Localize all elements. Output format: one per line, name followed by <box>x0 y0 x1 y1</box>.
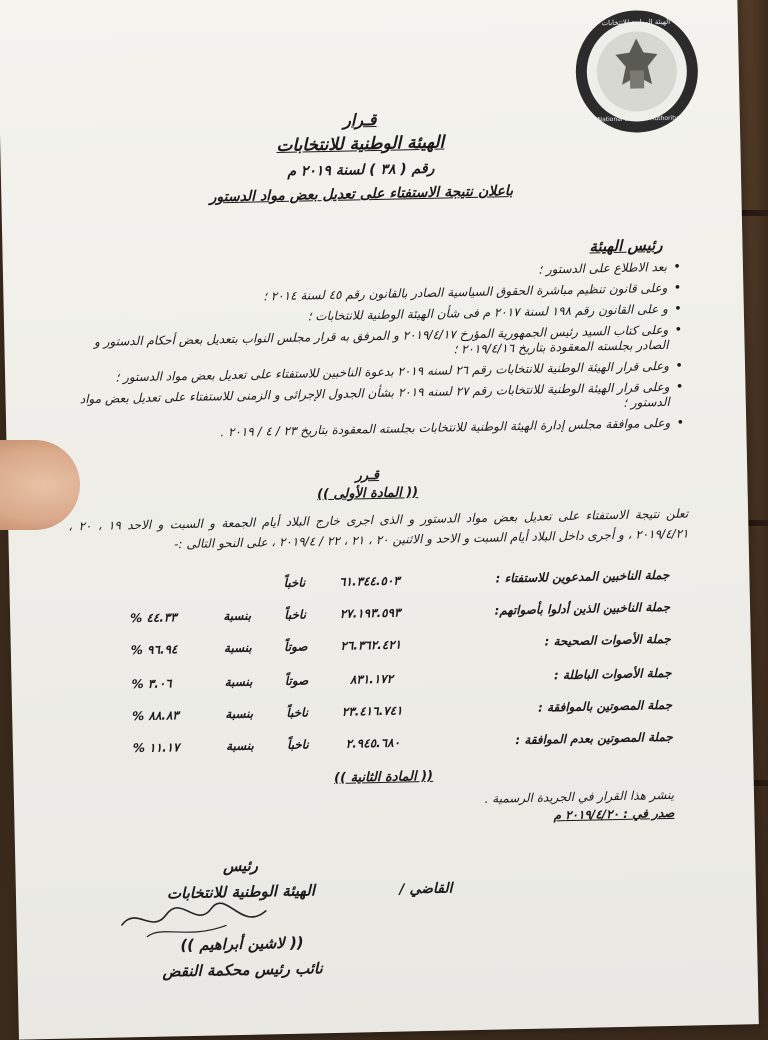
result-ratio: % ٩٦.٩٤ <box>130 642 178 658</box>
result-ratio-label: بنسبة <box>223 608 252 624</box>
preamble-list <box>63 260 687 450</box>
result-ratio: % ١١.١٧ <box>132 740 180 756</box>
result-value: ٢.٩٤٥.٦٨٠ <box>345 735 401 751</box>
seal-english-text: National Election Authority <box>597 114 679 124</box>
result-row <box>13 728 753 761</box>
result-label: جملة الناخبين المدعوين للاستفتاء : <box>495 567 670 586</box>
preamble-item: • وعلى موافقة مجلس إدارة الهيئة الوطنية للانتخابات بجلسته المعقودة بتاريخ ٢٣ / ٤ / ٢٠١٩ . <box>66 416 686 444</box>
article2-text: ينشر هذا القرار في الجريدة الرسمية . <box>484 787 675 806</box>
result-ratio-label: بنسبة <box>225 738 254 754</box>
result-unit: صوتاً <box>284 673 309 688</box>
signature-title: القاضي / <box>399 880 453 898</box>
decision-word: قـرر <box>355 467 380 484</box>
authority-name: الهيئة الوطنية للانتخابات <box>276 132 445 157</box>
article1-intro: تعلن نتيجة الاستفتاء على تعديل بعض مواد الدستور و الذى اجرى خارج البلاد أيام الجمعة و السبت و الاحد ١٩ ، ٢٠ ، ٢٠١٩/٤/٢١ ، و أجرى داخل البلاد أيام السبت و الاحد و الاثنين ٢٠ ، ٢١ ، ٢٢ / ٢٠١٩/٤ ، على النحو التالى :- <box>68 506 689 552</box>
preamble-item: • وعلى قانون تنظيم مباشرة الحقوق السياسية الصادر بالقانون رقم ٤٥ لسنة ٢٠١٤ ؛ <box>63 281 683 309</box>
handwritten-signature <box>116 892 277 945</box>
result-value: ٢٦.٣٦٢.٤٢١ <box>340 637 402 653</box>
result-unit: ناخباً <box>284 607 307 622</box>
result-unit: ناخباً <box>283 575 306 590</box>
decree-label: قـرار <box>342 109 377 130</box>
result-ratio: % ٨٨.٨٣ <box>132 708 179 724</box>
result-value: ٦١.٣٤٤.٥٠٣ <box>338 573 400 589</box>
preamble-item: • و على القانون رقم ١٩٨ لسنة ٢٠١٧ م فى شأن الهيئة الوطنية للانتخابات ؛ <box>64 302 684 330</box>
result-row <box>12 696 752 729</box>
result-value: ٢٣.٤١٦.٧٤١ <box>341 703 403 719</box>
result-unit: ناخباً <box>286 737 309 752</box>
preamble-item: • وعلى كتاب السيد رئيس الجمهورية المؤرخ ٢٠١٩/٤/١٧ و المرفق به قرار مجلس النواب بتعديل بعض أحكام الدستور و الصادر بجلسته المعقودة بتاريخ ٢٠١٩/٤/١٦ ؛ <box>64 323 684 366</box>
result-ratio-label: بنسبة <box>224 674 253 690</box>
signature-position: نائب رئيس محكمة النقض <box>162 959 323 981</box>
result-ratio: % ٣.٠٦ <box>131 676 172 692</box>
result-ratio-label: بنسبة <box>223 640 252 656</box>
result-label: جملة المصوتين بعدم الموافقة : <box>515 729 673 748</box>
decree-subject: باعلان نتيجة الاستفتاء على تعديل بعض مواد الدستور <box>209 183 514 206</box>
preamble-item: • وعلى قرار الهيئة الوطنية للانتخابات رقم ٢٧ لسنه ٢٠١٩ بشأن الجدول الإجرائى و الزمنى للاستفتاء على تعديل بعض مواد الدستور ؛ <box>65 380 685 423</box>
result-ratio-label: بنسبة <box>225 706 254 722</box>
result-unit: ناخباً <box>286 705 309 720</box>
signature-name: (( لاشين أبراهيم )) <box>180 933 304 955</box>
preamble-title: رئيس الهيئة <box>589 235 663 256</box>
result-row <box>10 598 750 631</box>
result-row <box>11 630 751 663</box>
result-ratio: % ٤٤.٣٣ <box>130 610 177 626</box>
result-row <box>11 664 751 697</box>
decree-number: رقم ( ٣٨ ) لسنة ٢٠١٩ م <box>287 160 435 180</box>
results-table <box>9 566 749 756</box>
result-label: جملة المصوتين بالموافقة : <box>537 697 673 715</box>
signature-line2: الهيئة الوطنية للانتخابات <box>166 881 316 903</box>
result-row <box>9 566 749 599</box>
article2-title: (( المادة الثانية )) <box>333 768 434 786</box>
result-label: جملة الأصوات الصحيحة : <box>544 631 671 649</box>
signature-line1: رئيس <box>222 856 259 876</box>
result-value: ٢٧.١٩٣.٥٩٣ <box>339 605 401 621</box>
seal-arabic-text: الهيئة الوطنية للانتخابات <box>601 17 671 28</box>
result-unit: صوتاً <box>283 639 308 654</box>
article1-title: (( المادة الأولى )) <box>316 485 419 503</box>
issue-date: صدر في : ٢٠١٩/٤/٢٠ م <box>553 805 675 823</box>
result-value: ٨٣١.١٧٢ <box>349 671 394 687</box>
preamble-item: • وعلى قرار الهيئة الوطنية للانتخابات رقم ٢٦ لسنه ٢٠١٩ بدعوة الناخبين للاستفتاء على تعديل بعض مواد الدستور ؛ <box>65 359 685 387</box>
result-label: جملة الناخبين الذين أدلوا بأصواتهم: <box>494 599 671 618</box>
national-election-authority-seal <box>573 7 702 136</box>
preamble-item: • بعد الاطلاع على الدستور ؛ <box>63 260 683 288</box>
result-label: جملة الأصوات الباطلة : <box>553 665 672 683</box>
